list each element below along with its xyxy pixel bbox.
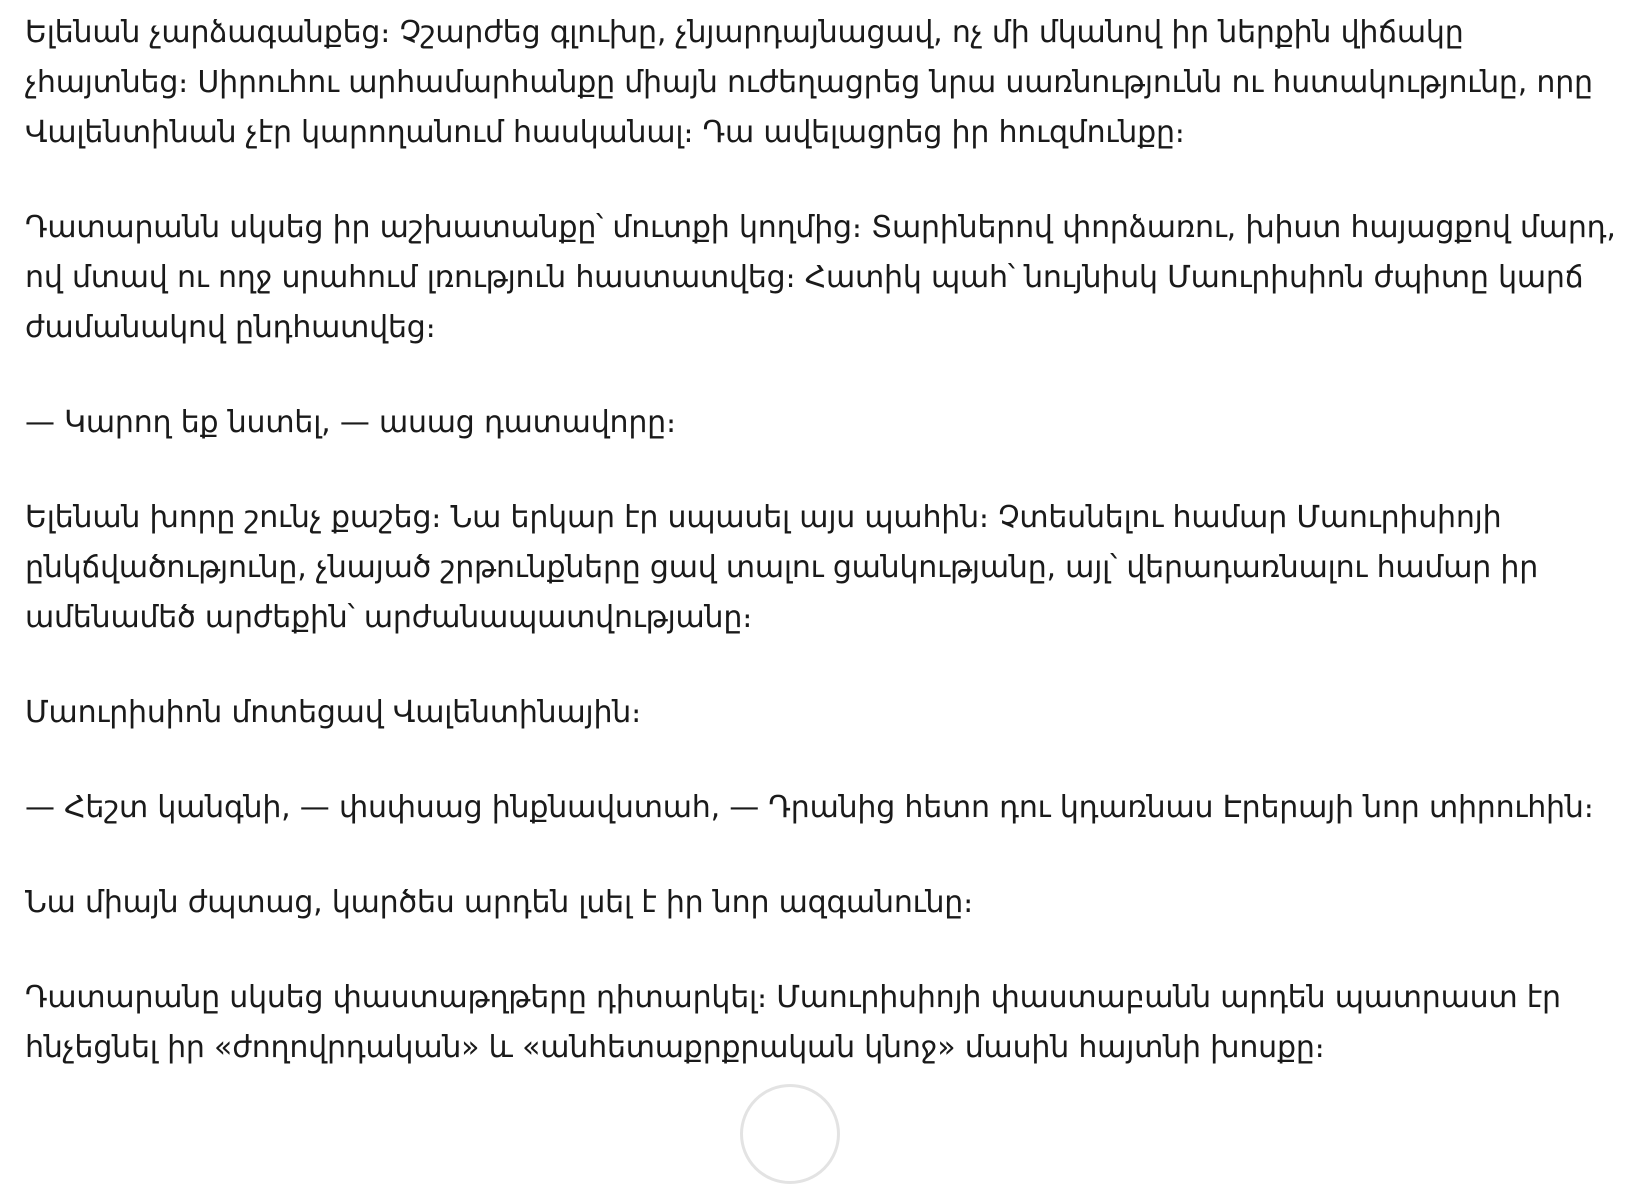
paragraph-dialogue xyxy=(25,398,1607,448)
paragraph-line: — Կարող եք նստել, — ասաց դատավորը։ xyxy=(25,405,676,440)
paragraph-line: Ելենան չարձագանքեց։ Չշարժեց գլուխը, չնյարդայնացավ, ոչ մի մկանով իր ներքին վիճակը xyxy=(25,15,1464,50)
paragraph xyxy=(25,8,1607,158)
paragraph-line: չհայտնեց։ Սիրուհու արհամարհանքը միայն ուժեղացրեց նրա սառնությունն ու հստակությունը, որը xyxy=(25,65,1593,100)
paragraph-line: ամենամեծ արժեքին՝ արժանապատվությանը։ xyxy=(25,600,753,635)
paragraph-line: Դատարանն սկսեց իր աշխատանքը՝ մուտքի կողմից։ Տարիներով փորձառու, խիստ հայացքով մարդ, xyxy=(25,210,1616,245)
paragraph-line: ով մտավ ու ողջ սրահում լռություն հաստատվեց։ Հատիկ պահ՝ նույնիսկ Մաուրիսիոն ժպիտը կարճ xyxy=(25,260,1584,295)
paragraph-line: Վալենտինան չէր կարողանում հասկանալ։ Դա ավելացրեց իր հուզմունքը։ xyxy=(25,115,1185,150)
paragraph-line: ընկճվածությունը, չնայած շրթունքները ցավ տալու ցանկությանը, այլ՝ վերադառնալու համար իր xyxy=(25,550,1539,585)
paragraph-line: Ելենան խորը շունչ քաշեց։ Նա երկար էր սպասել այս պահին։ Չտեսնելու համար Մաուրիսիոյի xyxy=(25,500,1502,535)
paragraph-line: ժամանակով ընդհատվեց։ xyxy=(25,310,436,345)
paragraph xyxy=(25,973,1607,1073)
paragraph-line: Նա միայն ժպտաց, կարծես արդեն լսել է իր նոր ազգանունը։ xyxy=(25,885,974,920)
paragraph-line: Դատարանը սկսեց փաստաթղթերը դիտարկել։ Մաուրիսիոյի փաստաբանն արդեն պատրաստ էր xyxy=(25,980,1561,1015)
paragraph-line: — Հեշտ կանգնի, — փսփսաց ինքնավստահ, — Դրանից հետո դու կդառնաս Էրերայի նոր տիրուհին։ xyxy=(25,790,1594,825)
scroll-circle-button[interactable] xyxy=(740,1084,840,1184)
paragraph xyxy=(25,493,1607,643)
paragraph xyxy=(25,688,1607,738)
paragraph xyxy=(25,878,1607,928)
paragraph-line: Մաուրիսիոն մոտեցավ Վալենտինային։ xyxy=(25,695,641,730)
paragraph-line: հնչեցնել իր «ժողովրդական» և «անհետաքրքրական կնոջ» մասին հայտնի խոսքը։ xyxy=(25,1030,1325,1065)
paragraph-dialogue xyxy=(25,783,1607,833)
paragraph xyxy=(25,203,1616,353)
